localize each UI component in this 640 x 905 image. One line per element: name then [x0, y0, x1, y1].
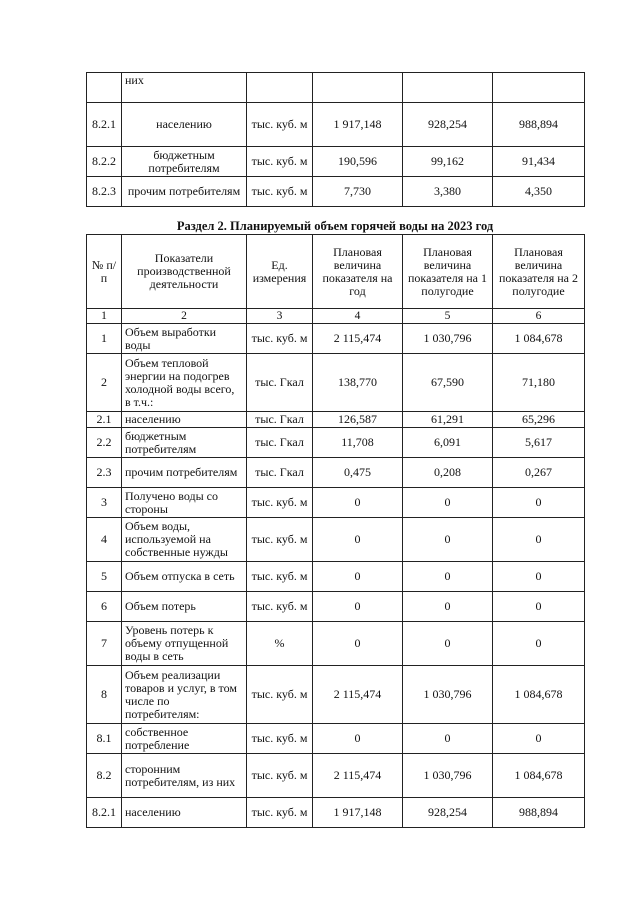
col-index: 6: [493, 309, 585, 324]
row-h1: 61,291: [403, 412, 493, 428]
row-name: Объем реализации товаров и услуг, в том числе по потребителям:: [122, 666, 247, 724]
row-num: 2: [87, 354, 122, 412]
table-row: [87, 488, 585, 518]
row-num: 4: [87, 518, 122, 562]
row-unit: тыс. куб. м: [247, 592, 313, 622]
table-row: [87, 324, 585, 354]
row-plan-year: 7,730: [313, 177, 403, 207]
row-unit: тыс. куб. м: [247, 562, 313, 592]
row-num: [87, 73, 122, 103]
row-num: 2.2: [87, 428, 122, 458]
row-h1: 1 030,796: [403, 754, 493, 798]
table-row: [87, 798, 585, 828]
row-num: 2.1: [87, 412, 122, 428]
row-unit: тыс. куб. м: [247, 798, 313, 828]
table-row: [87, 592, 585, 622]
row-plan-year: 11,708: [313, 428, 403, 458]
row-unit: [247, 73, 313, 103]
table-row: [87, 354, 585, 412]
table-row: [87, 103, 585, 147]
table-row: [87, 458, 585, 488]
row-unit: тыс. Гкал: [247, 412, 313, 428]
row-name: бюджетным потребителям: [122, 147, 247, 177]
row-num: 8.2.1: [87, 798, 122, 828]
row-name: населению: [122, 798, 247, 828]
row-num: 8.2: [87, 754, 122, 798]
row-plan-year: 138,770: [313, 354, 403, 412]
row-num: 5: [87, 562, 122, 592]
row-plan-year: 0: [313, 518, 403, 562]
row-name: Объем выработки воды: [122, 324, 247, 354]
col-index: 4: [313, 309, 403, 324]
row-num: 8.2.2: [87, 147, 122, 177]
row-name: них: [122, 73, 247, 103]
row-name: бюджетным потребителям: [122, 428, 247, 458]
header-h1: Плановая величина показателя на 1 полугодие: [403, 235, 493, 309]
row-h2: 1 084,678: [493, 754, 585, 798]
row-name: Объем тепловой энергии на подогрев холодной воды всего, в т.ч.:: [122, 354, 247, 412]
row-h1: 0: [403, 562, 493, 592]
table-row: [87, 754, 585, 798]
row-name: населению: [122, 103, 247, 147]
header-unit: Ед. измерения: [247, 235, 313, 309]
row-h2: 0,267: [493, 458, 585, 488]
table-row: [87, 724, 585, 754]
row-name: населению: [122, 412, 247, 428]
row-unit: тыс. куб. м: [247, 324, 313, 354]
row-unit: тыс. Гкал: [247, 354, 313, 412]
row-name: собственное потребление: [122, 724, 247, 754]
row-num: 8.2.3: [87, 177, 122, 207]
table-continuation: [86, 72, 585, 207]
row-plan-year: 190,596: [313, 147, 403, 177]
row-unit: тыс. Гкал: [247, 458, 313, 488]
table-row: [87, 666, 585, 724]
row-plan-year: 1 917,148: [313, 103, 403, 147]
row-h2: 71,180: [493, 354, 585, 412]
row-unit: тыс. куб. м: [247, 177, 313, 207]
row-h1: 0: [403, 518, 493, 562]
col-index: 3: [247, 309, 313, 324]
table-row: [87, 622, 585, 666]
row-h2: [493, 73, 585, 103]
row-h2: 1 084,678: [493, 324, 585, 354]
table-header-row: [87, 235, 585, 309]
row-unit: %: [247, 622, 313, 666]
row-h1: 0: [403, 622, 493, 666]
table-row: [87, 562, 585, 592]
row-num: 2.3: [87, 458, 122, 488]
row-h2: 5,617: [493, 428, 585, 458]
col-index: 2: [122, 309, 247, 324]
row-name: Получено воды со стороны: [122, 488, 247, 518]
section-title: Раздел 2. Планируемый объем горячей воды на 2023 год: [176, 219, 494, 233]
row-h2: 0: [493, 622, 585, 666]
row-unit: тыс. куб. м: [247, 488, 313, 518]
row-h2: 4,350: [493, 177, 585, 207]
row-unit: тыс. куб. м: [247, 147, 313, 177]
table-hot-water-plan: [86, 234, 585, 828]
row-h1: 99,162: [403, 147, 493, 177]
row-h1: 67,590: [403, 354, 493, 412]
row-h2: 0: [493, 562, 585, 592]
column-index-row: [87, 309, 585, 324]
row-plan-year: 2 115,474: [313, 754, 403, 798]
row-num: 6: [87, 592, 122, 622]
row-h2: 0: [493, 518, 585, 562]
row-plan-year: [313, 73, 403, 103]
header-plan-year: Плановая величина показателя на год: [313, 235, 403, 309]
row-unit: тыс. куб. м: [247, 666, 313, 724]
row-h1: 1 030,796: [403, 666, 493, 724]
row-plan-year: 0,475: [313, 458, 403, 488]
row-h2: 1 084,678: [493, 666, 585, 724]
row-unit: тыс. куб. м: [247, 724, 313, 754]
row-h1: 0,208: [403, 458, 493, 488]
row-h1: 3,380: [403, 177, 493, 207]
row-h1: [403, 73, 493, 103]
row-plan-year: 0: [313, 562, 403, 592]
col-index: 1: [87, 309, 122, 324]
table-row: [87, 428, 585, 458]
row-plan-year: 2 115,474: [313, 666, 403, 724]
row-h1: 0: [403, 724, 493, 754]
header-name: Показатели производственной деятельности: [122, 235, 247, 309]
row-name: сторонним потребителям, из них: [122, 754, 247, 798]
header-h2: Плановая величина показателя на 2 полугодие: [493, 235, 585, 309]
row-num: 8: [87, 666, 122, 724]
row-num: 1: [87, 324, 122, 354]
row-plan-year: 0: [313, 592, 403, 622]
row-h2: 988,894: [493, 798, 585, 828]
row-plan-year: 126,587: [313, 412, 403, 428]
row-name: прочим потребителям: [122, 458, 247, 488]
table-row: [87, 177, 585, 207]
table-row: [87, 147, 585, 177]
row-name: прочим потребителям: [122, 177, 247, 207]
row-h1: 1 030,796: [403, 324, 493, 354]
row-num: 8.2.1: [87, 103, 122, 147]
row-name: Уровень потерь к объему отпущенной воды в сеть: [122, 622, 247, 666]
row-unit: тыс. Гкал: [247, 428, 313, 458]
table-row: [87, 518, 585, 562]
row-h1: 928,254: [403, 103, 493, 147]
row-name: Объем воды, используемой на собственные нужды: [122, 518, 247, 562]
row-h1: 6,091: [403, 428, 493, 458]
row-num: 7: [87, 622, 122, 666]
row-h2: 0: [493, 724, 585, 754]
row-name: Объем отпуска в сеть: [122, 562, 247, 592]
header-num: № п/п: [87, 235, 122, 309]
row-name: Объем потерь: [122, 592, 247, 622]
row-h2: 0: [493, 592, 585, 622]
row-plan-year: 2 115,474: [313, 324, 403, 354]
row-h2: 91,434: [493, 147, 585, 177]
row-plan-year: 1 917,148: [313, 798, 403, 828]
row-num: 3: [87, 488, 122, 518]
row-num: 8.1: [87, 724, 122, 754]
row-unit: тыс. куб. м: [247, 754, 313, 798]
row-h2: 65,296: [493, 412, 585, 428]
table-row: [87, 73, 585, 103]
row-h1: 928,254: [403, 798, 493, 828]
table-row: [87, 412, 585, 428]
row-unit: тыс. куб. м: [247, 518, 313, 562]
row-unit: тыс. куб. м: [247, 103, 313, 147]
row-h2: 988,894: [493, 103, 585, 147]
row-h2: 0: [493, 488, 585, 518]
row-plan-year: 0: [313, 488, 403, 518]
row-h1: 0: [403, 592, 493, 622]
col-index: 5: [403, 309, 493, 324]
row-plan-year: 0: [313, 622, 403, 666]
row-h1: 0: [403, 488, 493, 518]
row-plan-year: 0: [313, 724, 403, 754]
